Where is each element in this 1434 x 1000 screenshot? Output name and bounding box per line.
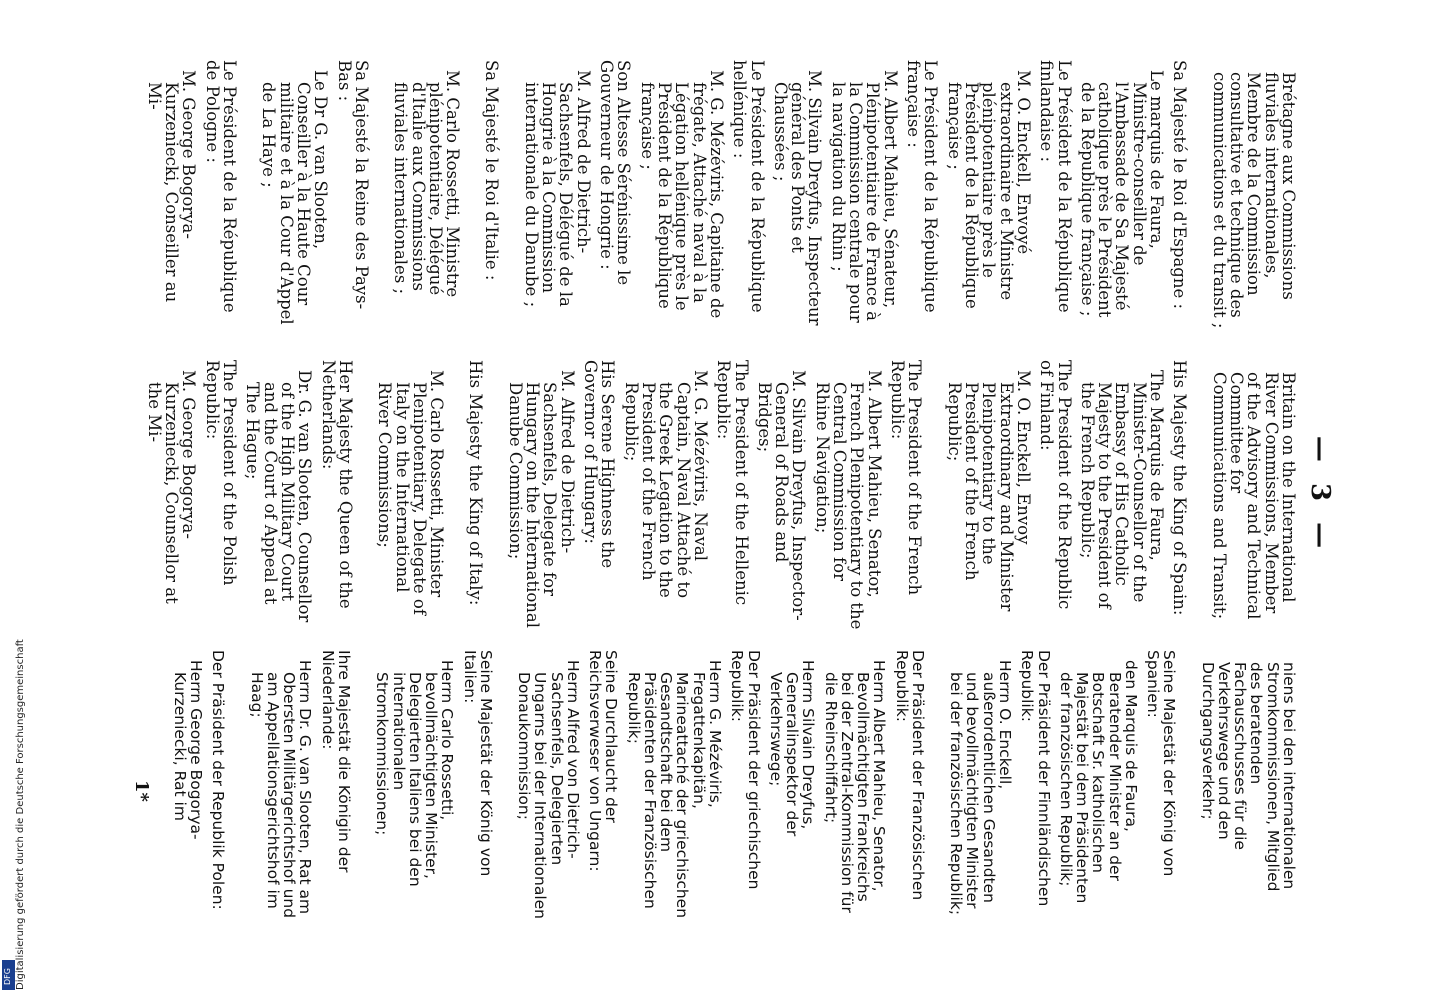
text-block: Der Präsident der Republik Polen: bbox=[209, 650, 228, 910]
english-column bbox=[140, 360, 1298, 630]
text-block: Sa Majesté le Roi d'Espagne : bbox=[1170, 60, 1190, 310]
text-block: Herrn Albert Mahieu, Senator, Bevollmächtigten Frankreichs bei der Zentral-Kommission für die Rheinschiffahrt; bbox=[821, 660, 889, 913]
text-block: Dr. G. van Slooten, Counsellor of the High Military Court and the Court of Appeal at The Hague; bbox=[243, 370, 315, 623]
text-block: The President of the Polish Republic: bbox=[202, 360, 240, 586]
text-block: Le Président de la République française : bbox=[904, 60, 941, 313]
text-block: Brétagne aux Commissions fluviales internationales, Membre de la Commission consultative et technique des communications et du transit ; bbox=[1209, 72, 1298, 329]
text-block: Der Präsident der Französischen Republik: bbox=[892, 650, 927, 901]
text-block: Herrn Dr. G. van Slooten, Rat am Obersten Militärgerichtshof und am Appellationsgerichtshof im Haag; bbox=[247, 660, 315, 919]
text-block: M. Silvain Dreyfus, Inspector-General of Roads and Bridges; bbox=[754, 370, 809, 621]
text-block: Herrn O. Enckell, außerordentlichen Gesandten und bevollmächtigten Minister bei der französischen Republik; bbox=[947, 660, 1015, 916]
text-block: M. Carlo Rossetti, Minister Plenipotentiary, Delegate of Italy on the International River Commissions; bbox=[375, 370, 447, 615]
text-block: M. Silvain Dreyfus, Inspecteur général des Ponts et Chaussées ; bbox=[770, 70, 825, 326]
text-block: Seine Majestät der König von Italien: bbox=[460, 650, 495, 877]
text-block: Sa Majesté la Reine des Pays-Bas : bbox=[334, 60, 371, 310]
text-block: Der Präsident der Finnländischen Republik: bbox=[1018, 650, 1053, 907]
dfg-logo-text: DFG bbox=[3, 968, 12, 985]
text-block: M. O. Enckell, Envoy Extraordinary and Minister Plenipotentiary to the President of the French Republic; bbox=[944, 370, 1033, 612]
text-block: Le Président de la République finlandaise : bbox=[1037, 60, 1074, 313]
dfg-logo bbox=[2, 960, 15, 990]
german-column bbox=[166, 650, 1297, 920]
text-block: M. George Bogorya-Kurzeniecki, Counsellor at the Mi- bbox=[144, 370, 199, 604]
text-block: The President of the Hellenic Republic: bbox=[714, 360, 751, 606]
text-block: Herrn Carlo Rossetti, bevollmächtigten Minister, Delegierten Italiens bei den internationalen Stromkommissionen; bbox=[373, 660, 457, 887]
text-block: niens bei den internationalen Stromkommissionen, Mitglied des beratenden Fachausschusses für die Verkehrswege und den Durchgangsverkehr; bbox=[1198, 662, 1298, 892]
text-block: M. Albert Mahieu, Sénateur, Plénipotentiaire de France à la Commission centrale pour la navigation du Rhin ; bbox=[828, 70, 900, 323]
text-block: Le Président de la République de Pologne : bbox=[202, 60, 240, 313]
text-block: Sa Majesté le Roi d'Italie : bbox=[482, 60, 502, 281]
text-block: His Serene Highness the Governor of Hungary: bbox=[581, 360, 618, 569]
text-block: M. Alfred de Dietrich-Sachsenfels, Delegate for Hungary on the International Danube Commission; bbox=[505, 370, 577, 629]
text-block: Herrn George Bogorya-Kurzeniecki, Rat im bbox=[170, 660, 206, 840]
text-block: Herrn Alfred von Dietrich-Sachsenfels, Delegierten Ungarns bei der Internationalen Donaukommission; bbox=[515, 660, 582, 920]
text-block: M. Carlo Rossetti, Ministre plénipotentiaire, Délégué d'Italie aux Commissions fluviales internationales ; bbox=[391, 70, 463, 298]
digitization-note: Digitalisierung gefördert durch die Deutsche Forschungsgemeinschaft bbox=[15, 639, 26, 990]
text-block: den Marquis de Faura, Beratender Minister an der Botschaft Sr. katholischen Majestät bei dem Präsidenten der französischen Republik; bbox=[1056, 660, 1140, 904]
text-block: The President of the Republic of Finland: bbox=[1037, 360, 1074, 610]
text-block: Herrn G. Mézéviris, Fregattenkapitän, Marineattaché der griechischen Gesandtschaft bei dem Präsidenten der Französischen Republik; bbox=[624, 660, 725, 919]
french-column bbox=[140, 60, 1298, 330]
text-block: The President of the French Republic: bbox=[888, 360, 925, 596]
text-block: Le Président de la République hellénique : bbox=[730, 60, 767, 313]
rotated-content bbox=[117, 60, 1335, 930]
text-block: His Majesty the King of Italy: bbox=[466, 360, 486, 606]
text-block: Der Präsident der griechischen Republik: bbox=[728, 650, 763, 890]
text-block: M. Albert Mahieu, Senator, French Plenipotentiary to the Central Commission for Rhine Navigation; bbox=[812, 370, 884, 630]
text-block: Seine Durchlaucht der Reichsverweser von Ungarn: bbox=[586, 650, 621, 872]
text-block: M. G. Mézéviris, Naval Captain, Naval Attaché to the Greek Legation to the President of the French Republic; bbox=[621, 370, 710, 599]
text-block: Le marquis de Faura, Ministre-conseiller de l'Ambassade de Sa Majesté catholique près le Président de la République française ; bbox=[1077, 70, 1167, 318]
text-block: Son Altesse Sérénissime le Gouverneur de Hongrie : bbox=[597, 60, 634, 286]
text-block: Ihre Majestät die Königin der Niederlande: bbox=[318, 650, 353, 873]
text-block: The Marquis de Faura, Minister-Counsellor of the Embassy of His Catholic Majesty to the President of the French Republic; bbox=[1077, 370, 1167, 609]
page-number: — 3 — bbox=[1305, 435, 1335, 555]
signature-mark: 1* bbox=[131, 780, 152, 802]
text-block: M. George Bogorya-Kurzeniecki, Conseiller au Mi- bbox=[144, 70, 199, 303]
text-block: Herrn Silvain Dreyfus, Generalinspektor der Verkehrswege; bbox=[766, 660, 818, 837]
text-block: M. O. Enckell, Envoyé extraordinaire et Ministre plénipotentiaire près le Président de la République française ; bbox=[944, 70, 1033, 309]
text-block: Le Dr G. van Slooten, Conseiller à la Haute Cour militaire et à la Cour d'Appel de La Haye ; bbox=[259, 70, 331, 325]
text-block: M. Alfred de Dietrich-Sachsenfels, Délégué de la Hongrie à la Commission internationale du Danube ; bbox=[521, 70, 593, 308]
text-block: M. G. Mézéviris, Capitaine de frégate, Attaché naval à la Légation hellénique près le Président de la République française ; bbox=[637, 70, 726, 319]
text-block: Seine Majestät der König von Spanien: bbox=[1144, 650, 1179, 877]
text-block: Britain on the International River Commissions, Member of the Advisory and Technical Committee for Communications and Transit; bbox=[1209, 372, 1298, 620]
text-block: His Majesty the King of Spain: bbox=[1170, 360, 1190, 616]
text-block: Her Majesty the Queen of the Netherlands: bbox=[318, 360, 355, 609]
